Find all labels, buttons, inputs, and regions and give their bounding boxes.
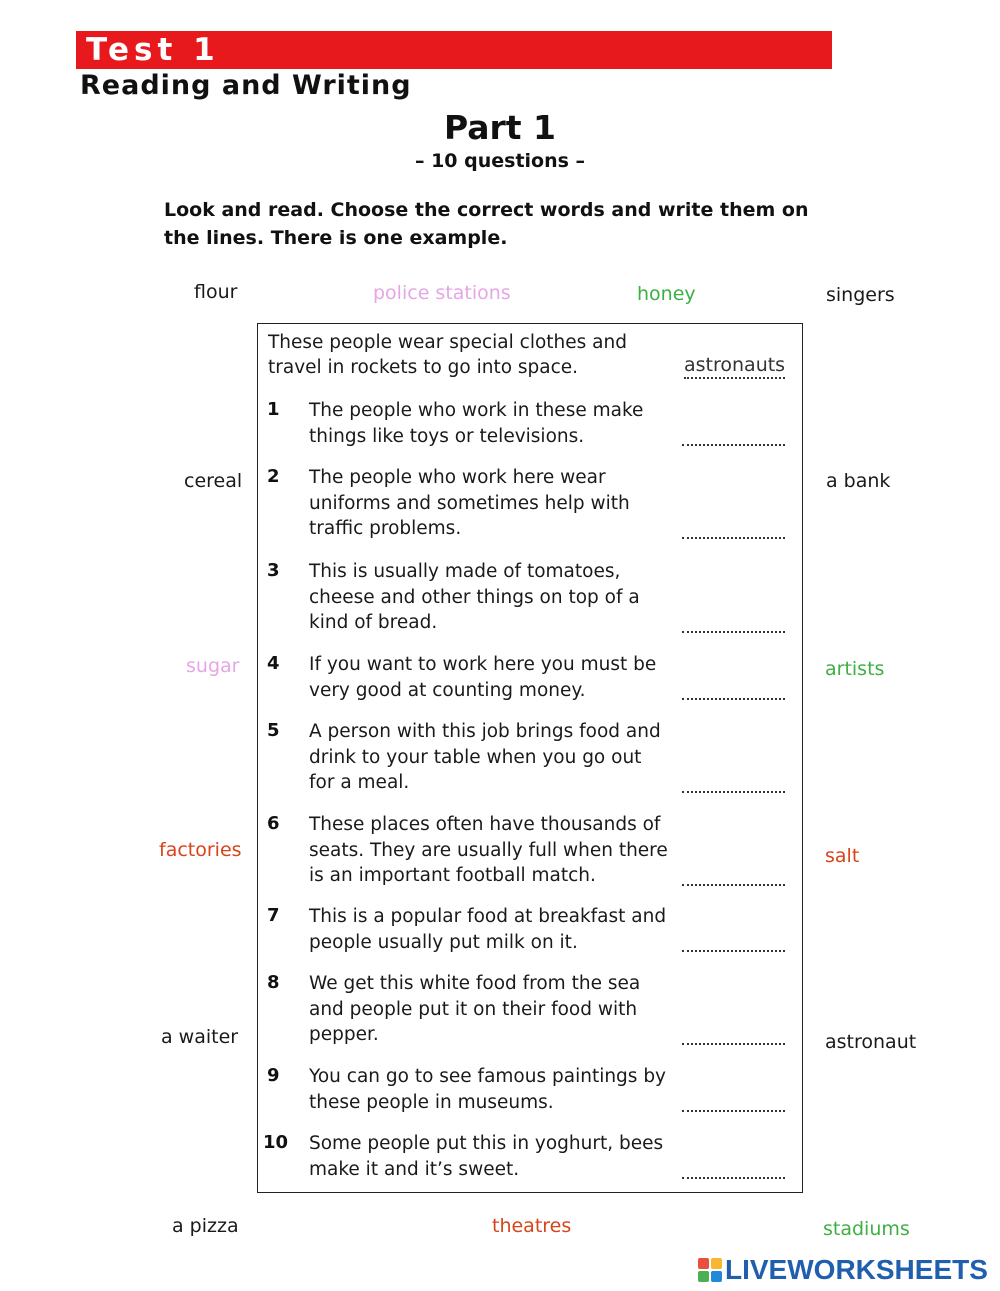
- answer-line-2[interactable]: [682, 537, 785, 539]
- question-number: 5: [267, 720, 280, 741]
- part-subtitle: – 10 questions –: [414, 150, 586, 172]
- word-option[interactable]: flour: [194, 281, 238, 303]
- question-text: This is usually made of tomatoes, cheese and other things on top of a kind of bread.: [309, 561, 640, 633]
- question-text: These places often have thousands of seats. They are usually full when there is an important football match.: [309, 814, 668, 886]
- logo-text: LIVEWORKSHEETS: [725, 1254, 988, 1285]
- word-option[interactable]: a pizza: [172, 1215, 239, 1237]
- question-text: A person with this job brings food and drink to your table when you go out for a meal.: [309, 721, 661, 793]
- answer-line-3[interactable]: [682, 631, 785, 633]
- word-option[interactable]: salt: [825, 845, 860, 867]
- answer-line-9[interactable]: [682, 1110, 785, 1112]
- test-label: Test 1: [86, 32, 220, 68]
- word-option[interactable]: a waiter: [161, 1026, 239, 1048]
- question-text: The people who work in these make things like toys or televisions.: [309, 400, 644, 447]
- answer-line-7[interactable]: [682, 950, 785, 952]
- answer-line-8[interactable]: [682, 1043, 785, 1045]
- word-option[interactable]: stadiums: [823, 1218, 910, 1240]
- question-number: 9: [267, 1065, 280, 1086]
- example-answer: astronauts: [684, 354, 785, 379]
- logo-icon: [698, 1258, 722, 1282]
- word-option[interactable]: theatres: [492, 1215, 572, 1237]
- part-title: Part 1: [443, 108, 557, 147]
- word-option[interactable]: astronaut: [825, 1031, 917, 1053]
- question-text: The people who work here wear uniforms and sometimes help with traffic problems.: [309, 467, 630, 539]
- word-option[interactable]: sugar: [186, 655, 240, 677]
- question-number: 10: [263, 1132, 289, 1153]
- answer-line-6[interactable]: [682, 884, 785, 886]
- word-option[interactable]: police stations: [373, 282, 511, 304]
- question-text: This is a popular food at breakfast and people usually put milk on it.: [309, 906, 667, 953]
- question-text: We get this white food from the sea and people put it on their food with pepper.: [309, 973, 641, 1045]
- word-option[interactable]: artists: [825, 658, 885, 680]
- question-number: 6: [267, 813, 280, 834]
- answer-line-1[interactable]: [682, 444, 785, 446]
- title-banner: [76, 31, 832, 69]
- example-text: These people wear special clothes and travel in rockets to go into space.: [268, 332, 627, 378]
- question-number: 2: [267, 466, 280, 487]
- question-text: If you want to work here you must be very good at counting money.: [309, 654, 657, 701]
- question-number: 8: [267, 972, 280, 993]
- question-text: Some people put this in yoghurt, bees make it and it’s sweet.: [309, 1133, 664, 1180]
- answer-line-4[interactable]: [682, 698, 785, 700]
- question-number: 7: [267, 905, 280, 926]
- word-option[interactable]: honey: [637, 283, 696, 305]
- word-option[interactable]: singers: [826, 284, 895, 306]
- word-option[interactable]: cereal: [184, 470, 243, 492]
- question-number: 3: [267, 560, 280, 581]
- section-title: Reading and Writing: [80, 70, 412, 101]
- word-option[interactable]: factories: [159, 839, 242, 861]
- question-number: 4: [267, 653, 280, 674]
- answer-line-5[interactable]: [682, 791, 785, 793]
- liveworksheets-logo: [698, 1254, 988, 1286]
- answer-line-10[interactable]: [682, 1177, 785, 1179]
- instructions: Look and read. Choose the correct words and write them on the lines. There is one example.: [164, 199, 809, 249]
- question-number: 1: [267, 399, 280, 420]
- word-option[interactable]: a bank: [826, 470, 891, 492]
- question-text: You can go to see famous paintings by these people in museums.: [309, 1066, 667, 1113]
